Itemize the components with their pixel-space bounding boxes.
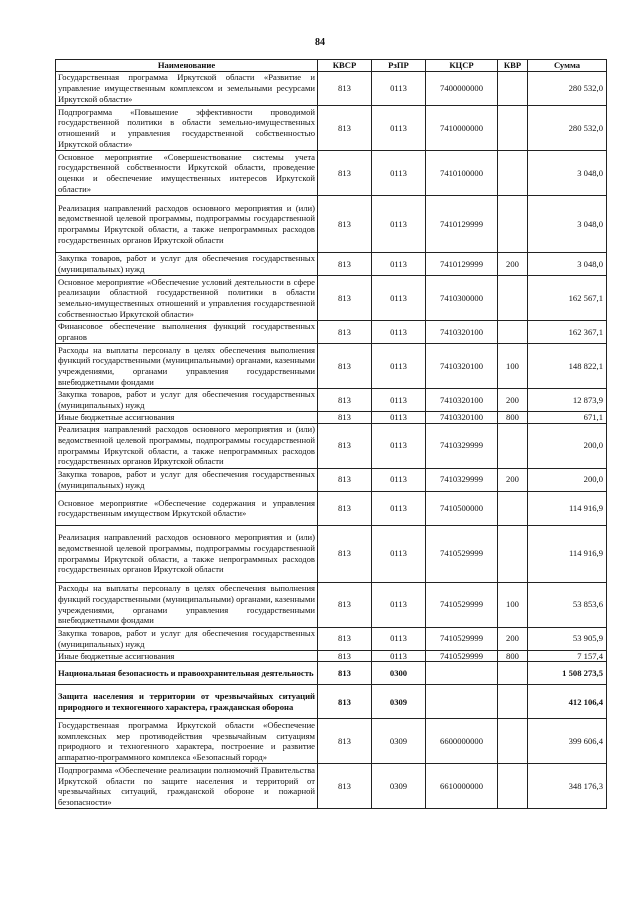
row-sum: 53 853,6	[528, 582, 607, 627]
row-kcsr: 6610000000	[426, 764, 498, 809]
row-sum: 200,0	[528, 423, 607, 468]
row-name: Основное мероприятие «Обеспечение условий деятельности в сфере реализации областной государственной политики в области земельно-имущественных отношений и управления государственной собственностью Иркутской области»	[56, 276, 318, 321]
row-name: Финансовое обеспечение выполнения функций государственных органов	[56, 321, 318, 344]
row-kvsr: 813	[318, 321, 372, 344]
row-kvr: 800	[498, 412, 528, 424]
row-kvr: 200	[498, 389, 528, 412]
row-sum: 280 532,0	[528, 72, 607, 106]
row-kvsr: 813	[318, 423, 372, 468]
header-kcsr: КЦСР	[426, 60, 498, 72]
row-kcsr: 7410529999	[426, 650, 498, 662]
row-kcsr: 7410529999	[426, 627, 498, 650]
row-kvsr: 813	[318, 72, 372, 106]
table-header-row	[56, 60, 607, 72]
row-rzpr: 0113	[372, 468, 426, 491]
table-row	[56, 662, 607, 685]
row-sum: 1 508 273,5	[528, 662, 607, 685]
row-kvr	[498, 525, 528, 582]
row-sum: 200,0	[528, 468, 607, 491]
row-kvr: 200	[498, 253, 528, 276]
row-name: Закупка товаров, работ и услуг для обеспечения государственных (муниципальных) нужд	[56, 627, 318, 650]
row-kvsr: 813	[318, 151, 372, 196]
row-rzpr: 0113	[372, 196, 426, 253]
header-sum: Сумма	[528, 60, 607, 72]
row-name: Основное мероприятие «Обеспечение содержания и управления государственным имуществом Иркутской области»	[56, 491, 318, 525]
table-row	[56, 276, 607, 321]
row-sum: 3 048,0	[528, 196, 607, 253]
row-kcsr: 7410329999	[426, 468, 498, 491]
row-name: Национальная безопасность и правоохранительная деятельность	[56, 662, 318, 685]
row-name: Подпрограмма «Повышение эффективности проводимой государственной политики в области земельно-имущественных отношений и управления государственной собственностью Иркутской области»	[56, 106, 318, 151]
header-name: Наименование	[56, 60, 318, 72]
row-kvsr: 813	[318, 276, 372, 321]
row-rzpr: 0113	[372, 151, 426, 196]
row-kvr	[498, 321, 528, 344]
row-name: Государственная программа Иркутской области «Развитие и управление имущественным комплексом и земельными ресурсами Иркутской области»	[56, 72, 318, 106]
table-row	[56, 412, 607, 424]
row-kvsr: 813	[318, 491, 372, 525]
table-row	[56, 389, 607, 412]
row-kcsr: 7410529999	[426, 525, 498, 582]
row-name: Закупка товаров, работ и услуг для обеспечения государственных (муниципальных) нужд	[56, 389, 318, 412]
row-kvsr: 813	[318, 525, 372, 582]
row-sum: 162 367,1	[528, 321, 607, 344]
row-kvr	[498, 106, 528, 151]
row-sum: 7 157,4	[528, 650, 607, 662]
row-kvsr: 813	[318, 685, 372, 719]
row-sum: 3 048,0	[528, 253, 607, 276]
row-kcsr: 7410320100	[426, 344, 498, 389]
row-kcsr	[426, 662, 498, 685]
row-name: Государственная программа Иркутской области «Обеспечение комплексных мер противодействия чрезвычайным ситуациям природного и техногенного характера, построение и развитие аппаратно-программного комплекса «Безопасный город»	[56, 719, 318, 764]
row-rzpr: 0113	[372, 412, 426, 424]
row-kvr	[498, 72, 528, 106]
row-kvsr: 813	[318, 764, 372, 809]
row-kvsr: 813	[318, 106, 372, 151]
row-kvsr: 813	[318, 253, 372, 276]
row-kcsr: 7410500000	[426, 491, 498, 525]
row-kvr	[498, 423, 528, 468]
row-sum: 412 106,4	[528, 685, 607, 719]
row-kvr	[498, 662, 528, 685]
row-kcsr: 7410320100	[426, 412, 498, 424]
page-number: 84	[315, 37, 325, 48]
row-rzpr: 0113	[372, 344, 426, 389]
row-rzpr: 0300	[372, 662, 426, 685]
row-sum: 671,1	[528, 412, 607, 424]
row-kvsr: 813	[318, 412, 372, 424]
header-rzpr: РзПР	[372, 60, 426, 72]
row-kcsr: 7410129999	[426, 196, 498, 253]
row-kcsr: 6600000000	[426, 719, 498, 764]
row-sum: 399 606,4	[528, 719, 607, 764]
header-kvr: КВР	[498, 60, 528, 72]
row-kvr: 100	[498, 344, 528, 389]
table-row	[56, 719, 607, 764]
row-sum: 114 916,9	[528, 491, 607, 525]
row-rzpr: 0309	[372, 719, 426, 764]
header-kvsr: КВСР	[318, 60, 372, 72]
table-row	[56, 525, 607, 582]
row-rzpr: 0113	[372, 106, 426, 151]
row-kvr	[498, 719, 528, 764]
row-name: Защита населения и территории от чрезвычайных ситуаций природного и техногенного характера, гражданская оборона	[56, 685, 318, 719]
row-kcsr: 7410000000	[426, 106, 498, 151]
table-body	[56, 72, 607, 809]
row-rzpr: 0113	[372, 582, 426, 627]
row-name: Основное мероприятие «Совершенствование системы учета государственной собственности Иркутской области, проведение оценки и обеспечение имущественных интересов Иркутской области»	[56, 151, 318, 196]
row-name: Закупка товаров, работ и услуг для обеспечения государственных (муниципальных) нужд	[56, 253, 318, 276]
row-kvsr: 813	[318, 468, 372, 491]
row-name: Расходы на выплаты персоналу в целях обеспечения выполнения функций государственными (муниципальными) органами, казенными учреждениями, органами управления государственными внебюджетными фондами	[56, 344, 318, 389]
row-kcsr: 7410320100	[426, 321, 498, 344]
row-sum: 114 916,9	[528, 525, 607, 582]
table-row	[56, 106, 607, 151]
table-row	[56, 685, 607, 719]
row-kcsr: 7410320100	[426, 389, 498, 412]
row-sum: 162 567,1	[528, 276, 607, 321]
row-name: Реализация направлений расходов основного мероприятия и (или) ведомственной целевой программы, подпрограммы государственной программы Иркутской области, а также непрограммных расходов государственных органов Иркутской области	[56, 525, 318, 582]
table-row	[56, 764, 607, 809]
row-kvr	[498, 491, 528, 525]
row-sum: 53 905,9	[528, 627, 607, 650]
row-kvr: 800	[498, 650, 528, 662]
row-kvsr: 813	[318, 389, 372, 412]
row-rzpr: 0113	[372, 321, 426, 344]
table-row	[56, 196, 607, 253]
row-rzpr: 0113	[372, 72, 426, 106]
row-kcsr: 7410129999	[426, 253, 498, 276]
table-row	[56, 582, 607, 627]
row-kvr: 200	[498, 627, 528, 650]
row-kvsr: 813	[318, 662, 372, 685]
table-row	[56, 72, 607, 106]
table-row	[56, 423, 607, 468]
table-row	[56, 650, 607, 662]
row-rzpr: 0113	[372, 650, 426, 662]
row-kvr	[498, 685, 528, 719]
table-row	[56, 151, 607, 196]
row-kvr	[498, 764, 528, 809]
row-name: Подпрограмма «Обеспечение реализации полномочий Правительства Иркутской области по защите населения и территорий от чрезвычайных ситуаций, гражданской обороне и пожарной безопасности»	[56, 764, 318, 809]
row-sum: 148 822,1	[528, 344, 607, 389]
row-kvr: 200	[498, 468, 528, 491]
row-kcsr: 7410329999	[426, 423, 498, 468]
row-kvr	[498, 151, 528, 196]
row-name: Реализация направлений расходов основного мероприятия и (или) ведомственной целевой программы, подпрограммы государственной программы Иркутской области, а также непрограммных расходов государственных органов Иркутской области	[56, 423, 318, 468]
row-rzpr: 0113	[372, 423, 426, 468]
row-rzpr: 0113	[372, 525, 426, 582]
row-kvr	[498, 196, 528, 253]
row-name: Реализация направлений расходов основного мероприятия и (или) ведомственной целевой программы, подпрограммы государственной программы Иркутской области, а также непрограммных расходов государственных органов Иркутской области	[56, 196, 318, 253]
row-kvsr: 813	[318, 650, 372, 662]
row-name: Расходы на выплаты персоналу в целях обеспечения выполнения функций государственными (муниципальными) органами, казенными учреждениями, органами управления государственными внебюджетными фондами	[56, 582, 318, 627]
budget-table	[55, 59, 607, 809]
table-row	[56, 491, 607, 525]
row-kcsr	[426, 685, 498, 719]
table-row	[56, 344, 607, 389]
row-kcsr: 7410100000	[426, 151, 498, 196]
row-kcsr: 7410529999	[426, 582, 498, 627]
row-name: Иные бюджетные ассигнования	[56, 650, 318, 662]
table-row	[56, 321, 607, 344]
row-sum: 280 532,0	[528, 106, 607, 151]
row-kvsr: 813	[318, 196, 372, 253]
row-rzpr: 0113	[372, 627, 426, 650]
table-row	[56, 627, 607, 650]
table-row	[56, 253, 607, 276]
row-kvr	[498, 276, 528, 321]
row-kcsr: 7400000000	[426, 72, 498, 106]
row-rzpr: 0113	[372, 491, 426, 525]
row-kcsr: 7410300000	[426, 276, 498, 321]
row-name: Закупка товаров, работ и услуг для обеспечения государственных (муниципальных) нужд	[56, 468, 318, 491]
row-sum: 348 176,3	[528, 764, 607, 809]
row-kvr: 100	[498, 582, 528, 627]
row-rzpr: 0309	[372, 764, 426, 809]
row-sum: 12 873,9	[528, 389, 607, 412]
row-kvsr: 813	[318, 582, 372, 627]
row-sum: 3 048,0	[528, 151, 607, 196]
row-rzpr: 0113	[372, 253, 426, 276]
row-rzpr: 0309	[372, 685, 426, 719]
row-rzpr: 0113	[372, 389, 426, 412]
table-row	[56, 468, 607, 491]
row-rzpr: 0113	[372, 276, 426, 321]
row-kvsr: 813	[318, 719, 372, 764]
row-kvsr: 813	[318, 344, 372, 389]
row-name: Иные бюджетные ассигнования	[56, 412, 318, 424]
row-kvsr: 813	[318, 627, 372, 650]
